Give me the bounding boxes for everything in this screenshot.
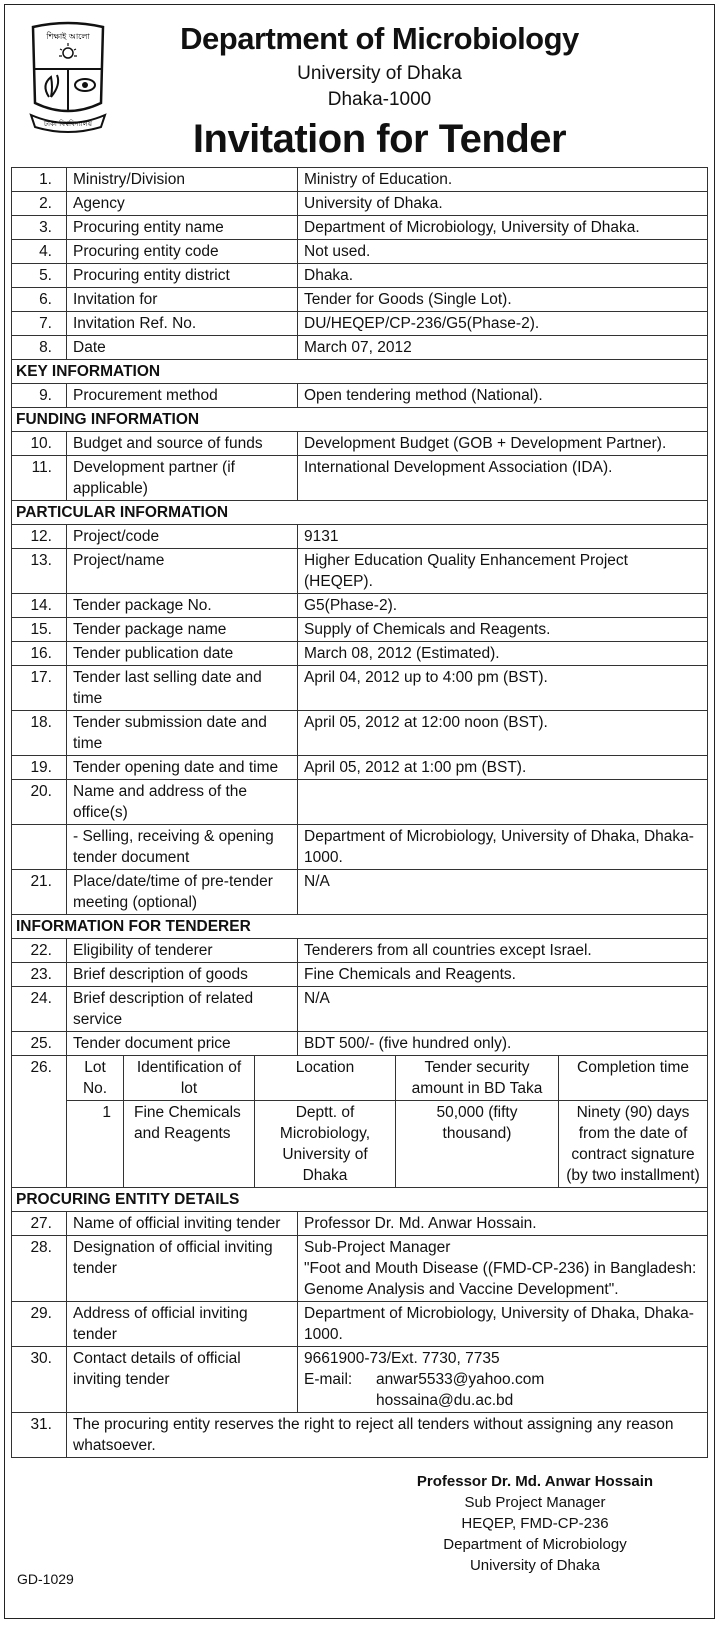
row-number: 12. (12, 525, 67, 549)
table-row (12, 642, 708, 666)
table-row (12, 288, 708, 312)
row-number: 9. (12, 384, 67, 408)
signatory-name: Professor Dr. Md. Anwar Hossain (416, 1473, 654, 1490)
tender-table (11, 167, 708, 1458)
row-number: 31. (12, 1413, 67, 1458)
table-row (12, 456, 708, 501)
row-value (298, 549, 708, 594)
row-value (298, 216, 708, 240)
row-label: Tender publication date (67, 642, 298, 666)
row-label: Address of official inviting tender (67, 1302, 298, 1347)
section-heading: FUNDING INFORMATION (12, 408, 708, 432)
section-heading: PARTICULAR INFORMATION (12, 501, 708, 525)
row-value (298, 240, 708, 264)
table-row (12, 825, 708, 870)
table-row (12, 780, 708, 825)
row-number: 13. (12, 549, 67, 594)
row-value-text: Ministry of Education. (304, 171, 453, 188)
table-row (12, 168, 708, 192)
signature-block (5, 1463, 714, 1613)
university-name: University of Dhaka (297, 63, 462, 84)
city-postcode: Dhaka-1000 (327, 89, 432, 110)
row-number: 29. (12, 1302, 67, 1347)
row-value-text: Supply of Chemicals and Reagents. (304, 621, 551, 638)
table-row (12, 312, 708, 336)
row-number: 15. (12, 618, 67, 642)
section-heading: KEY INFORMATION (12, 360, 708, 384)
table-row (12, 939, 708, 963)
row-label: Date (67, 336, 298, 360)
gd-number: GD-1029 (17, 1571, 74, 1587)
row-label: Procuring entity code (67, 240, 298, 264)
row-value-text: Development Budget (GOB + Development Partner). (304, 435, 667, 452)
row-number: 27. (12, 1212, 67, 1236)
row-value (298, 825, 708, 870)
row-label: Place/date/time of pre-tender meeting (optional) (67, 870, 298, 915)
row-number: 21. (12, 870, 67, 915)
row-number: 5. (12, 264, 67, 288)
table-row (12, 666, 708, 711)
lot-data-cell: Ninety (90) days from the date of contract signature (by two installment) (559, 1101, 708, 1188)
row-value-text: April 05, 2012 at 12:00 noon (BST). (304, 714, 548, 731)
row-value (298, 1347, 708, 1413)
table-row (12, 384, 708, 408)
row-label: Eligibility of tenderer (67, 939, 298, 963)
row-value (298, 1212, 708, 1236)
row-label: Procurement method (67, 384, 298, 408)
row-label: Project/code (67, 525, 298, 549)
row-value (298, 939, 708, 963)
lot-header-cell: Location (255, 1056, 396, 1101)
email-secondary[interactable]: hossaina@du.ac.bd (376, 1392, 514, 1409)
row-value-text: Higher Education Quality Enhancement Project (HEQEP). (304, 552, 628, 590)
row-label: Tender submission date and time (67, 711, 298, 756)
row-label: Project/name (67, 549, 298, 594)
row-number: 26. (12, 1056, 67, 1188)
row-value (298, 642, 708, 666)
row-label: Procuring entity district (67, 264, 298, 288)
signatory-title: Sub Project Manager (464, 1494, 606, 1511)
lot-data-row (67, 1101, 708, 1188)
row-value (298, 780, 708, 825)
row-value (298, 618, 708, 642)
row-number: 25. (12, 1032, 67, 1056)
notice-header (5, 5, 714, 175)
row-value (298, 1302, 708, 1347)
row-number: 24. (12, 987, 67, 1032)
row-value-text: 9131 (304, 528, 339, 545)
row-label: Brief description of related service (67, 987, 298, 1032)
table-row (12, 1347, 708, 1413)
row-label: Tender package No. (67, 594, 298, 618)
lot-header-cell: Completion time (559, 1056, 708, 1101)
table-row (12, 549, 708, 594)
department-name: Department of Microbiology (180, 21, 579, 56)
signatory-department: Department of Microbiology (443, 1536, 627, 1553)
row-value (298, 963, 708, 987)
row-value (298, 432, 708, 456)
lot-header-cell: Lot No. (67, 1056, 124, 1101)
row-value (298, 312, 708, 336)
row-value-text: April 04, 2012 up to 4:00 pm (BST). (304, 669, 548, 686)
table-row (12, 1236, 708, 1302)
table-row (12, 756, 708, 780)
table-row (12, 963, 708, 987)
row-number: 16. (12, 642, 67, 666)
row-value-text: Department of Microbiology, University of Dhaka, Dhaka-1000. (304, 1305, 694, 1343)
row-label: Tender last selling date and time (67, 666, 298, 711)
table-row (12, 1032, 708, 1056)
row-number: 4. (12, 240, 67, 264)
lot-table-cell (67, 1056, 708, 1188)
table-row (12, 1212, 708, 1236)
row-value-text: Department of Microbiology, University of Dhaka, Dhaka-1000. (304, 828, 694, 866)
row-value-text: April 05, 2012 at 1:00 pm (BST). (304, 759, 527, 776)
row-value-text: International Development Association (IDA). (304, 459, 613, 476)
row-label: Development partner (if applicable) (67, 456, 298, 501)
row-label: Ministry/Division (67, 168, 298, 192)
row-label: Invitation for (67, 288, 298, 312)
row-number: 28. (12, 1236, 67, 1302)
row-label: Tender opening date and time (67, 756, 298, 780)
table-row (12, 264, 708, 288)
row-value-text: Tender for Goods (Single Lot). (304, 291, 512, 308)
row-number: 1. (12, 168, 67, 192)
row-number: 6. (12, 288, 67, 312)
row-value (298, 711, 708, 756)
row-value (298, 1032, 708, 1056)
row-label: Tender package name (67, 618, 298, 642)
row-number: 23. (12, 963, 67, 987)
row-value (298, 336, 708, 360)
row-number: 2. (12, 192, 67, 216)
row-label: Designation of official inviting tender (67, 1236, 298, 1302)
email-label: E-mail: (304, 1371, 353, 1388)
row-value (298, 384, 708, 408)
table-row (12, 1413, 708, 1458)
row-label: Procuring entity name (67, 216, 298, 240)
disclaimer-text: The procuring entity reserves the right to reject all tenders without assigning any reason whatsoever. (67, 1413, 708, 1458)
lot-header-cell: Identification of lot (124, 1056, 255, 1101)
table-row (12, 594, 708, 618)
row-label: Name of official inviting tender (67, 1212, 298, 1236)
table-row (12, 987, 708, 1032)
row-number: 3. (12, 216, 67, 240)
row-value-text: Professor Dr. Md. Anwar Hossain. (304, 1215, 537, 1232)
page-title: Invitation for Tender (192, 117, 567, 161)
lot-data-cell: 1 (67, 1101, 124, 1188)
row-number: 30. (12, 1347, 67, 1413)
row-number (12, 825, 67, 870)
signatory-university: University of Dhaka (469, 1557, 601, 1574)
row-number: 11. (12, 456, 67, 501)
row-value-text: N/A (304, 873, 330, 890)
row-number: 19. (12, 756, 67, 780)
row-number: 22. (12, 939, 67, 963)
row-value-text: G5(Phase-2). (304, 597, 398, 614)
table-row (12, 1056, 708, 1188)
row-value-text: BDT 500/- (five hundred only). (304, 1035, 512, 1052)
row-value (298, 756, 708, 780)
table-row (12, 192, 708, 216)
table-row (12, 432, 708, 456)
row-number: 18. (12, 711, 67, 756)
row-value (298, 168, 708, 192)
lot-data-cell: Deptt. of Microbiology, University of Dhaka (255, 1101, 396, 1188)
row-value (298, 1236, 708, 1302)
signatory-project: HEQEP, FMD-CP-236 (461, 1515, 609, 1532)
row-value (298, 525, 708, 549)
row-number: 7. (12, 312, 67, 336)
table-row (12, 336, 708, 360)
row-value-text: Fine Chemicals and Reagents. (304, 966, 516, 983)
row-label: Tender document price (67, 1032, 298, 1056)
row-value-text: 9661900-73/Ext. 7730, 7735 (304, 1350, 500, 1367)
row-label: Name and address of the office(s) (67, 780, 298, 825)
table-row (12, 1302, 708, 1347)
row-value (298, 870, 708, 915)
row-value (298, 288, 708, 312)
row-label: Contact details of official inviting tender (67, 1347, 298, 1413)
row-number: 17. (12, 666, 67, 711)
row-value (298, 192, 708, 216)
row-value (298, 456, 708, 501)
row-number: 10. (12, 432, 67, 456)
row-label: Agency (67, 192, 298, 216)
row-value (298, 594, 708, 618)
section-heading: INFORMATION FOR TENDERER (12, 915, 708, 939)
logo-motto: শিক্ষাই আলো (46, 32, 90, 41)
table-row (12, 525, 708, 549)
lot-table (66, 1055, 708, 1188)
row-value-text: Not used. (304, 243, 371, 260)
lot-data-cell: 50,000 (fifty thousand) (396, 1101, 559, 1188)
section-heading: PROCURING ENTITY DETAILS (12, 1188, 708, 1212)
row-value-text: University of Dhaka. (304, 195, 443, 212)
row-value-text: March 07, 2012 (304, 339, 412, 356)
lot-header-row (67, 1056, 708, 1101)
row-value (298, 666, 708, 711)
email-primary[interactable]: anwar5533@yahoo.com (376, 1371, 545, 1388)
row-value-text: Dhaka. (304, 267, 354, 284)
row-value (298, 987, 708, 1032)
row-value-text: DU/HEQEP/CP-236/G5(Phase-2). (304, 315, 540, 332)
row-value-text: N/A (304, 990, 330, 1007)
tender-notice (4, 4, 715, 1619)
row-label: Budget and source of funds (67, 432, 298, 456)
row-value-text: Open tendering method (National). (304, 387, 543, 404)
lot-header-cell: Tender security amount in BD Taka (396, 1056, 559, 1101)
table-row (12, 618, 708, 642)
table-row (12, 870, 708, 915)
row-value-text: March 08, 2012 (Estimated). (304, 645, 500, 662)
row-number: 8. (12, 336, 67, 360)
row-label: Brief description of goods (67, 963, 298, 987)
row-value-text: Tenderers from all countries except Israel. (304, 942, 592, 959)
row-value-text: Sub-Project Manager (304, 1239, 451, 1256)
table-row (12, 711, 708, 756)
row-label: - Selling, receiving & opening tender document (67, 825, 298, 870)
row-value (298, 264, 708, 288)
table-row (12, 240, 708, 264)
table-row (12, 216, 708, 240)
row-number: 20. (12, 780, 67, 825)
row-label: Invitation Ref. No. (67, 312, 298, 336)
row-value-text: Department of Microbiology, University of Dhaka. (304, 219, 640, 236)
lot-data-cell: Fine Chemicals and Reagents (124, 1101, 255, 1188)
row-number: 14. (12, 594, 67, 618)
logo-ribbon-text: ঢাকা বিশ্ববিদ্যালয় (43, 120, 93, 128)
designation-detail: "Foot and Mouth Disease ((FMD-CP-236) in Bangladesh: Genome Analysis and Vaccine Development". (304, 1260, 697, 1298)
